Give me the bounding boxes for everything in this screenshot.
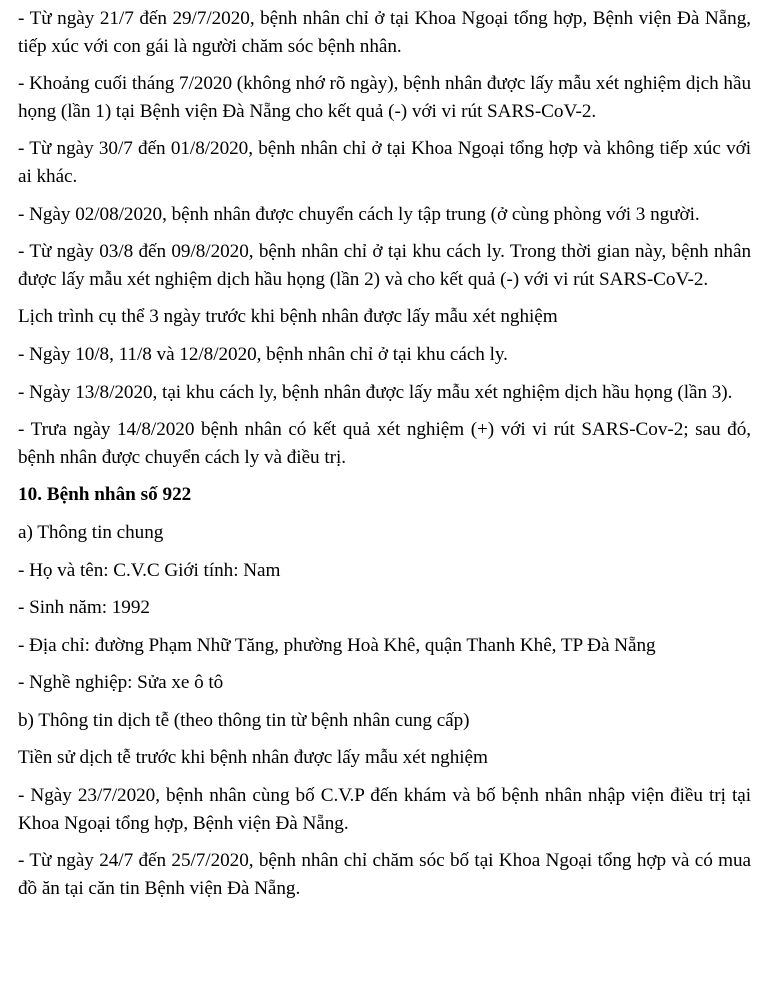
paragraph: - Từ ngày 03/8 đến 09/8/2020, bệnh nhân chỉ ở tại khu cách ly. Trong thời gian này, bệnh nhân được lấy mẫu xét nghiệm dịch hầu họng (lần 2) và cho kết quả (-) với vi rút SARS-CoV-2.	[18, 241, 751, 290]
paragraph: a) Thông tin chung	[18, 521, 164, 543]
paragraph: - Họ và tên: C.V.C Giới tính: Nam	[18, 559, 281, 581]
paragraph: - Nghề nghiệp: Sửa xe ô tô	[18, 672, 224, 694]
paragraph: - Từ ngày 24/7 đến 25/7/2020, bệnh nhân chỉ chăm sóc bố tại Khoa Ngoại tổng hợp và có mua đồ ăn tại căn tin Bệnh viện Đà Nẵng.	[18, 850, 751, 899]
paragraph: - Trưa ngày 14/8/2020 bệnh nhân có kết quả xét nghiệm (+) với vi rút SARS-Cov-2; sau đó, bệnh nhân được chuyển cách ly và điều trị.	[18, 419, 751, 468]
paragraph: b) Thông tin dịch tễ (theo thông tin từ bệnh nhân cung cấp)	[18, 709, 470, 731]
paragraph: - Từ ngày 30/7 đến 01/8/2020, bệnh nhân chỉ ở tại Khoa Ngoại tổng hợp và không tiếp xúc với ai khác.	[18, 138, 751, 187]
paragraph: - Ngày 10/8, 11/8 và 12/8/2020, bệnh nhân chỉ ở tại khu cách ly.	[18, 343, 508, 365]
paragraph: - Ngày 02/08/2020, bệnh nhân được chuyển cách ly tập trung (ở cùng phòng với 3 người.	[18, 203, 700, 225]
paragraph: - Ngày 13/8/2020, tại khu cách ly, bệnh nhân được lấy mẫu xét nghiệm dịch hầu họng (lần 3).	[18, 381, 733, 403]
paragraph: - Địa chỉ: đường Phạm Nhữ Tăng, phường Hoà Khê, quận Thanh Khê, TP Đà Nẵng	[18, 634, 656, 656]
paragraph: - Sinh năm: 1992	[18, 597, 150, 619]
paragraph: Lịch trình cụ thể 3 ngày trước khi bệnh nhân được lấy mẫu xét nghiệm	[18, 306, 558, 328]
paragraph: - Khoảng cuối tháng 7/2020 (không nhớ rõ ngày), bệnh nhân được lấy mẫu xét nghiệm dịch hầu họng (lần 1) tại Bệnh viện Đà Nẵng cho kết quả (-) với vi rút SARS-CoV-2.	[18, 73, 751, 122]
paragraph: - Ngày 23/7/2020, bệnh nhân cùng bố C.V.P đến khám và bố bệnh nhân nhập viện điều trị tại Khoa Ngoại tổng hợp, Bệnh viện Đà Nẵng.	[18, 785, 751, 834]
section-heading: 10. Bệnh nhân số 922	[18, 484, 192, 506]
paragraph: Tiền sử dịch tễ trước khi bệnh nhân được lấy mẫu xét nghiệm	[18, 747, 488, 769]
paragraph: - Từ ngày 21/7 đến 29/7/2020, bệnh nhân chỉ ở tại Khoa Ngoại tổng hợp, Bệnh viện Đà Nẵng, tiếp xúc với con gái là người chăm sóc bệnh nhân.	[18, 8, 751, 57]
